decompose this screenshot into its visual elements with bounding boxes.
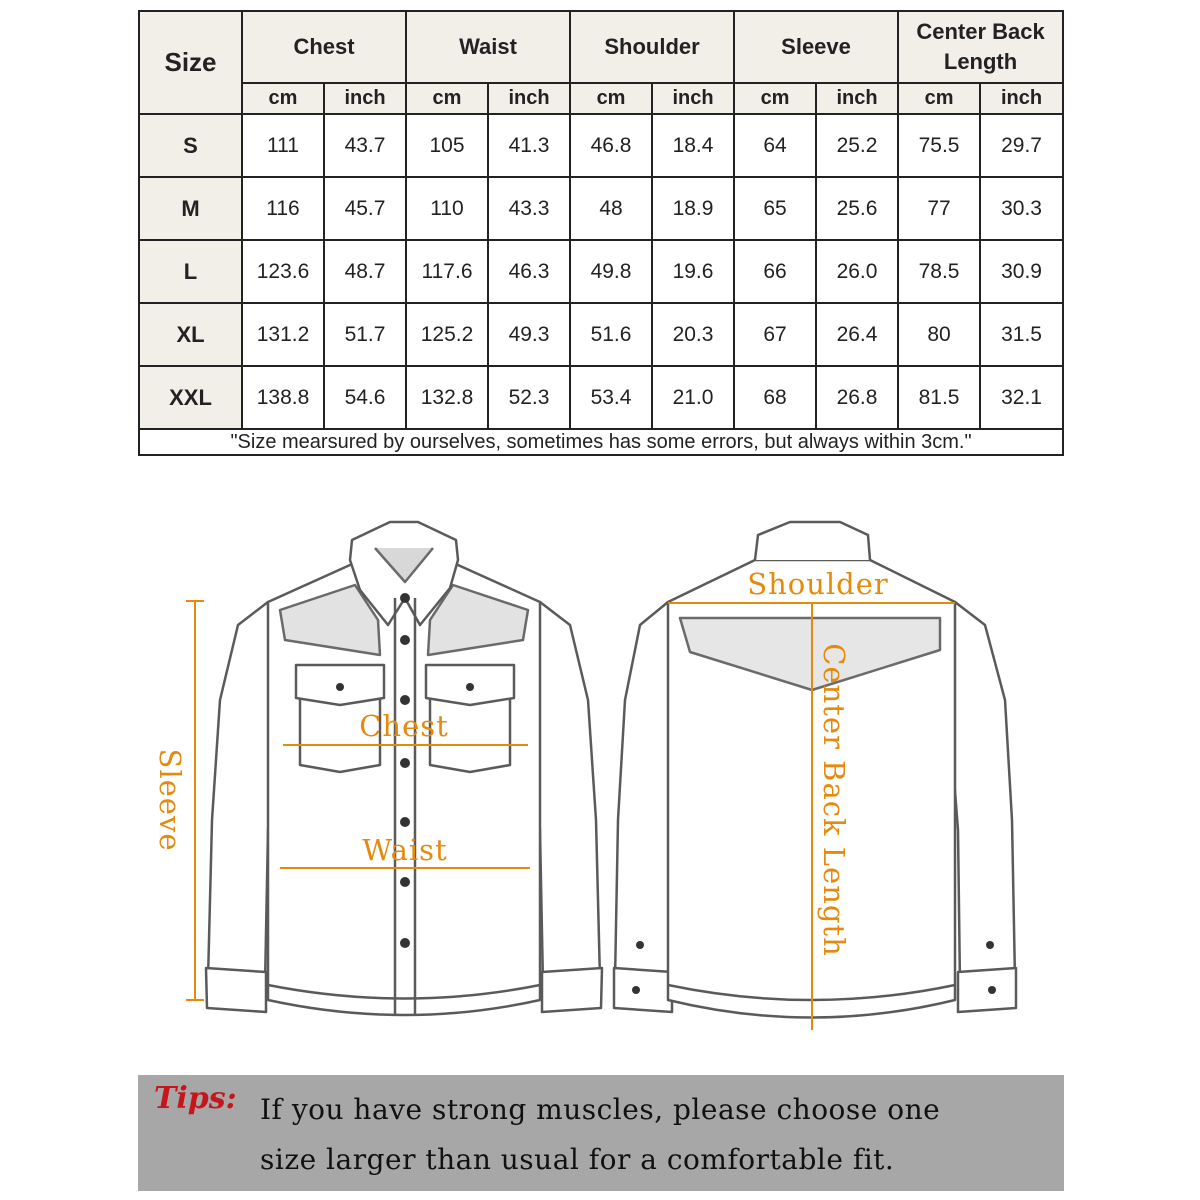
value-cell: 132.8 bbox=[406, 366, 488, 429]
tips-line-1: If you have strong muscles, please choose one bbox=[260, 1093, 941, 1126]
waist-label: Waist bbox=[362, 833, 448, 867]
unit-header: inch bbox=[816, 83, 898, 114]
value-cell: 67 bbox=[734, 303, 816, 366]
value-cell: 123.6 bbox=[242, 240, 324, 303]
value-cell: 117.6 bbox=[406, 240, 488, 303]
value-cell: 64 bbox=[734, 114, 816, 177]
value-cell: 30.3 bbox=[980, 177, 1063, 240]
value-cell: 53.4 bbox=[570, 366, 652, 429]
value-cell: 138.8 bbox=[242, 366, 324, 429]
value-cell: 25.2 bbox=[816, 114, 898, 177]
value-cell: 66 bbox=[734, 240, 816, 303]
table-row bbox=[139, 240, 1063, 303]
value-cell: 18.9 bbox=[652, 177, 734, 240]
value-cell: 105 bbox=[406, 114, 488, 177]
center-back-length-header bbox=[898, 11, 1063, 83]
value-cell: 110 bbox=[406, 177, 488, 240]
waist-header: Waist bbox=[406, 11, 570, 83]
unit-header: cm bbox=[406, 83, 488, 114]
tips-title: Tips: bbox=[154, 1081, 237, 1116]
value-cell: 125.2 bbox=[406, 303, 488, 366]
value-cell: 65 bbox=[734, 177, 816, 240]
value-cell: 45.7 bbox=[324, 177, 406, 240]
center-back-length-header-line1: Center Back bbox=[916, 19, 1045, 44]
value-cell: 116 bbox=[242, 177, 324, 240]
tips-box bbox=[138, 1075, 1064, 1191]
value-cell: 48.7 bbox=[324, 240, 406, 303]
value-cell: 52.3 bbox=[488, 366, 570, 429]
value-cell: 81.5 bbox=[898, 366, 980, 429]
value-cell: 46.3 bbox=[488, 240, 570, 303]
size-cell: S bbox=[139, 114, 242, 177]
value-cell: 78.5 bbox=[898, 240, 980, 303]
size-cell: L bbox=[139, 240, 242, 303]
value-cell: 43.7 bbox=[324, 114, 406, 177]
value-cell: 51.6 bbox=[570, 303, 652, 366]
shoulder-header: Shoulder bbox=[570, 11, 734, 83]
unit-header: cm bbox=[734, 83, 816, 114]
value-cell: 111 bbox=[242, 114, 324, 177]
value-cell: 49.8 bbox=[570, 240, 652, 303]
value-cell: 75.5 bbox=[898, 114, 980, 177]
value-cell: 21.0 bbox=[652, 366, 734, 429]
header-row-groups bbox=[139, 11, 1063, 83]
size-cell: M bbox=[139, 177, 242, 240]
shirt-diagram bbox=[0, 470, 1200, 1070]
value-cell: 19.6 bbox=[652, 240, 734, 303]
table-row bbox=[139, 114, 1063, 177]
measurement-note: "Size mearsured by ourselves, sometimes has some errors, but always within 3cm." bbox=[139, 429, 1063, 455]
unit-header: cm bbox=[570, 83, 652, 114]
value-cell: 25.6 bbox=[816, 177, 898, 240]
center-back-length-header-line2: Length bbox=[943, 49, 1018, 74]
size-cell: XXL bbox=[139, 366, 242, 429]
unit-header: inch bbox=[652, 83, 734, 114]
tips-line-2: size larger than usual for a comfortable fit. bbox=[260, 1143, 895, 1176]
value-cell: 43.3 bbox=[488, 177, 570, 240]
value-cell: 46.8 bbox=[570, 114, 652, 177]
value-cell: 30.9 bbox=[980, 240, 1063, 303]
header-row-units bbox=[139, 83, 1063, 114]
value-cell: 31.5 bbox=[980, 303, 1063, 366]
size-cell: XL bbox=[139, 303, 242, 366]
value-cell: 80 bbox=[898, 303, 980, 366]
sleeve-label: Sleeve bbox=[153, 748, 187, 852]
note-row bbox=[139, 429, 1063, 455]
value-cell: 26.4 bbox=[816, 303, 898, 366]
center-back-length-label: Center Back Length bbox=[817, 643, 851, 957]
value-cell: 68 bbox=[734, 366, 816, 429]
unit-header: cm bbox=[898, 83, 980, 114]
value-cell: 131.2 bbox=[242, 303, 324, 366]
size-header: Size bbox=[139, 11, 242, 114]
table-row bbox=[139, 303, 1063, 366]
chest-header: Chest bbox=[242, 11, 406, 83]
shoulder-label: Shoulder bbox=[747, 567, 889, 601]
value-cell: 54.6 bbox=[324, 366, 406, 429]
value-cell: 26.0 bbox=[816, 240, 898, 303]
sleeve-header: Sleeve bbox=[734, 11, 898, 83]
size-chart-table bbox=[138, 10, 1064, 456]
table-row bbox=[139, 366, 1063, 429]
value-cell: 41.3 bbox=[488, 114, 570, 177]
table-row bbox=[139, 177, 1063, 240]
chest-label: Chest bbox=[359, 709, 449, 743]
value-cell: 48 bbox=[570, 177, 652, 240]
unit-header: inch bbox=[488, 83, 570, 114]
value-cell: 26.8 bbox=[816, 366, 898, 429]
value-cell: 32.1 bbox=[980, 366, 1063, 429]
unit-header: inch bbox=[980, 83, 1063, 114]
value-cell: 77 bbox=[898, 177, 980, 240]
value-cell: 18.4 bbox=[652, 114, 734, 177]
unit-header: inch bbox=[324, 83, 406, 114]
value-cell: 29.7 bbox=[980, 114, 1063, 177]
value-cell: 51.7 bbox=[324, 303, 406, 366]
value-cell: 20.3 bbox=[652, 303, 734, 366]
value-cell: 49.3 bbox=[488, 303, 570, 366]
unit-header: cm bbox=[242, 83, 324, 114]
